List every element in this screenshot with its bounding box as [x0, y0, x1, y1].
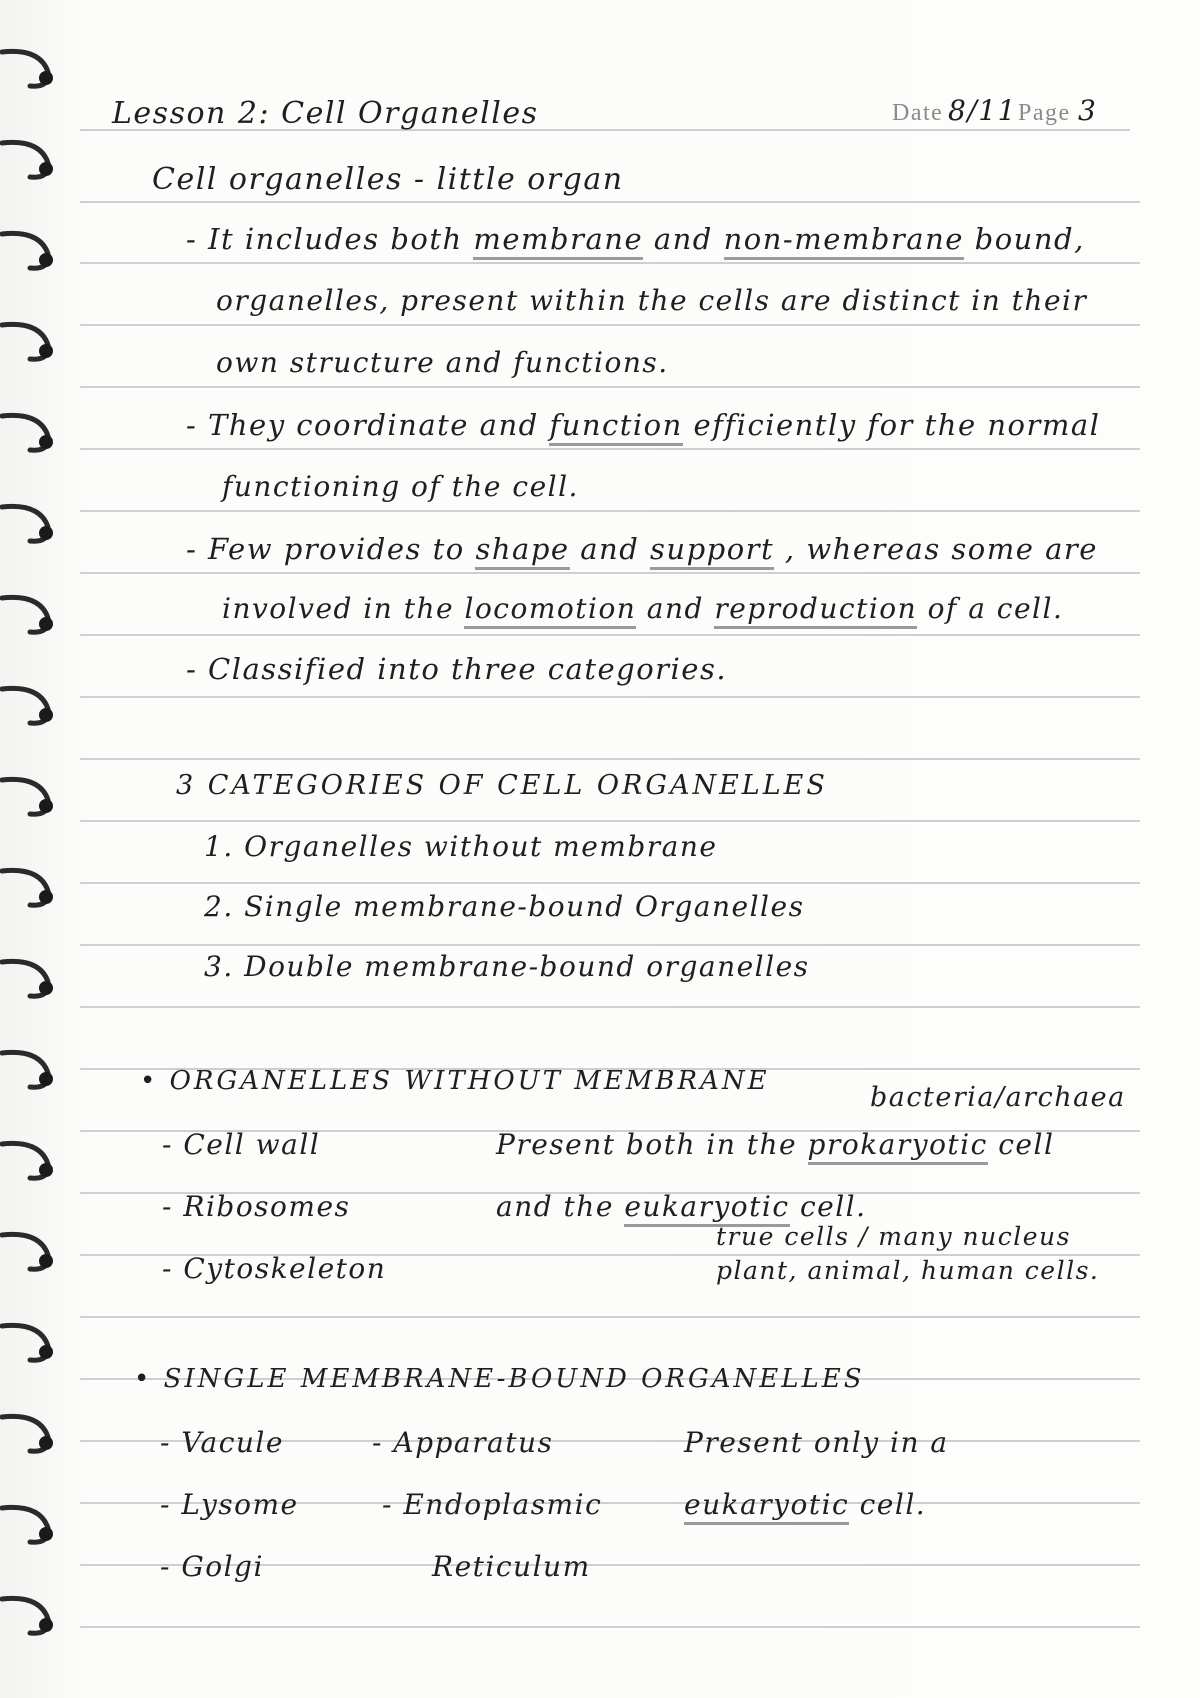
bullet-1-part-a: - It includes both	[186, 222, 463, 256]
lesson-title: Lesson 2: Cell Organelles	[112, 96, 539, 131]
single-col1-item-2: - Lysome	[160, 1488, 299, 1521]
single-membrane-heading: • SINGLE MEMBRANE-BOUND ORGANELLES	[134, 1364, 865, 1394]
note-1-c: cell	[998, 1128, 1055, 1161]
definition-term: Cell organelles	[152, 162, 403, 197]
bullet-2-part-c: efficiently for the normal	[693, 408, 1101, 442]
single-note-cell: cell.	[859, 1488, 927, 1521]
no-membrane-item-3: - Cytoskeleton	[162, 1252, 387, 1285]
page-label: Page	[1018, 100, 1071, 126]
bullet-3-part-a: - Few provides to	[186, 532, 465, 566]
no-membrane-note-line-1	[496, 1128, 1054, 1161]
bullet-1-membrane: membrane	[473, 222, 643, 260]
note-1-prokaryotic: prokaryotic	[808, 1128, 988, 1165]
bullet-3-part-e: , whereas some are	[784, 532, 1098, 566]
no-membrane-item-2: - Ribosomes	[162, 1190, 351, 1223]
bullet-3-locomotion: locomotion	[464, 592, 636, 629]
bullet-2-part-a: - They coordinate and	[186, 408, 539, 442]
no-membrane-heading: • ORGANELLES WITHOUT MEMBRANE	[140, 1066, 770, 1096]
bullet-3-line-1	[186, 532, 1098, 566]
single-col1-item-3: - Golgi	[160, 1550, 264, 1583]
single-col1-item-1: - Vacule	[160, 1426, 284, 1459]
no-membrane-note-line-3: true cells / many nucleus	[716, 1222, 1071, 1251]
no-membrane-note-line-4: plant, animal, human cells.	[716, 1256, 1100, 1285]
definition-text: - little organ	[413, 162, 624, 197]
single-note-line-1: Present only in a	[684, 1426, 949, 1459]
no-membrane-side-note: bacteria/archaea	[870, 1082, 1126, 1113]
bullet-3-part-c: and	[580, 532, 640, 566]
category-item-1: 1. Organelles without membrane	[204, 830, 718, 863]
single-note-eukaryotic: eukaryotic	[684, 1488, 849, 1525]
bullet-3-line-2-c: and	[646, 592, 704, 625]
bullet-2-line-2: functioning of the cell.	[222, 470, 579, 503]
bullet-2-function: function	[549, 408, 682, 446]
bullet-1-line-3: own structure and functions.	[216, 346, 669, 379]
bullet-3-line-2	[222, 592, 1063, 625]
single-col2-item-1: - Apparatus	[372, 1426, 554, 1459]
note-2-eukaryotic: eukaryotic	[624, 1190, 789, 1227]
spiral-binding	[0, 0, 80, 1698]
note-1-a: Present both in the	[496, 1128, 798, 1161]
bullet-1-part-c: and	[653, 222, 713, 256]
bullet-1-non-membrane: non-membrane	[724, 222, 964, 260]
bullet-1-part-e: bound,	[974, 222, 1085, 256]
bullet-3-line-2-e: of a cell.	[927, 592, 1064, 625]
note-2-a: and the	[496, 1190, 614, 1223]
page-value: 3	[1078, 94, 1098, 127]
single-col2-item-2: - Endoplasmic	[382, 1488, 603, 1521]
date-value: 8/11	[948, 94, 1017, 127]
bullet-4: - Classified into three categories.	[186, 652, 728, 686]
definition-line	[152, 162, 624, 197]
single-col2-item-3: Reticulum	[432, 1550, 591, 1583]
categories-heading: 3 CATEGORIES OF CELL ORGANELLES	[176, 770, 828, 801]
no-membrane-item-1: - Cell wall	[162, 1128, 321, 1161]
note-2-c: cell.	[799, 1190, 867, 1223]
bullet-3-reproduction: reproduction	[714, 592, 917, 629]
no-membrane-note-line-2	[496, 1190, 867, 1223]
single-note-line-2	[684, 1488, 926, 1521]
date-label: Date	[892, 100, 944, 126]
bullet-3-shape: shape	[475, 532, 569, 570]
bullet-1-line-2: organelles, present within the cells are distinct in their	[216, 284, 1088, 317]
bullet-1-line-1	[186, 222, 1085, 256]
bullet-3-line-2-a: involved in the	[222, 592, 455, 625]
bullet-3-support: support	[650, 532, 774, 570]
category-item-2: 2. Single membrane-bound Organelles	[204, 890, 805, 923]
bullet-2-line-1	[186, 408, 1100, 442]
category-item-3: 3. Double membrane-bound organelles	[204, 950, 810, 983]
